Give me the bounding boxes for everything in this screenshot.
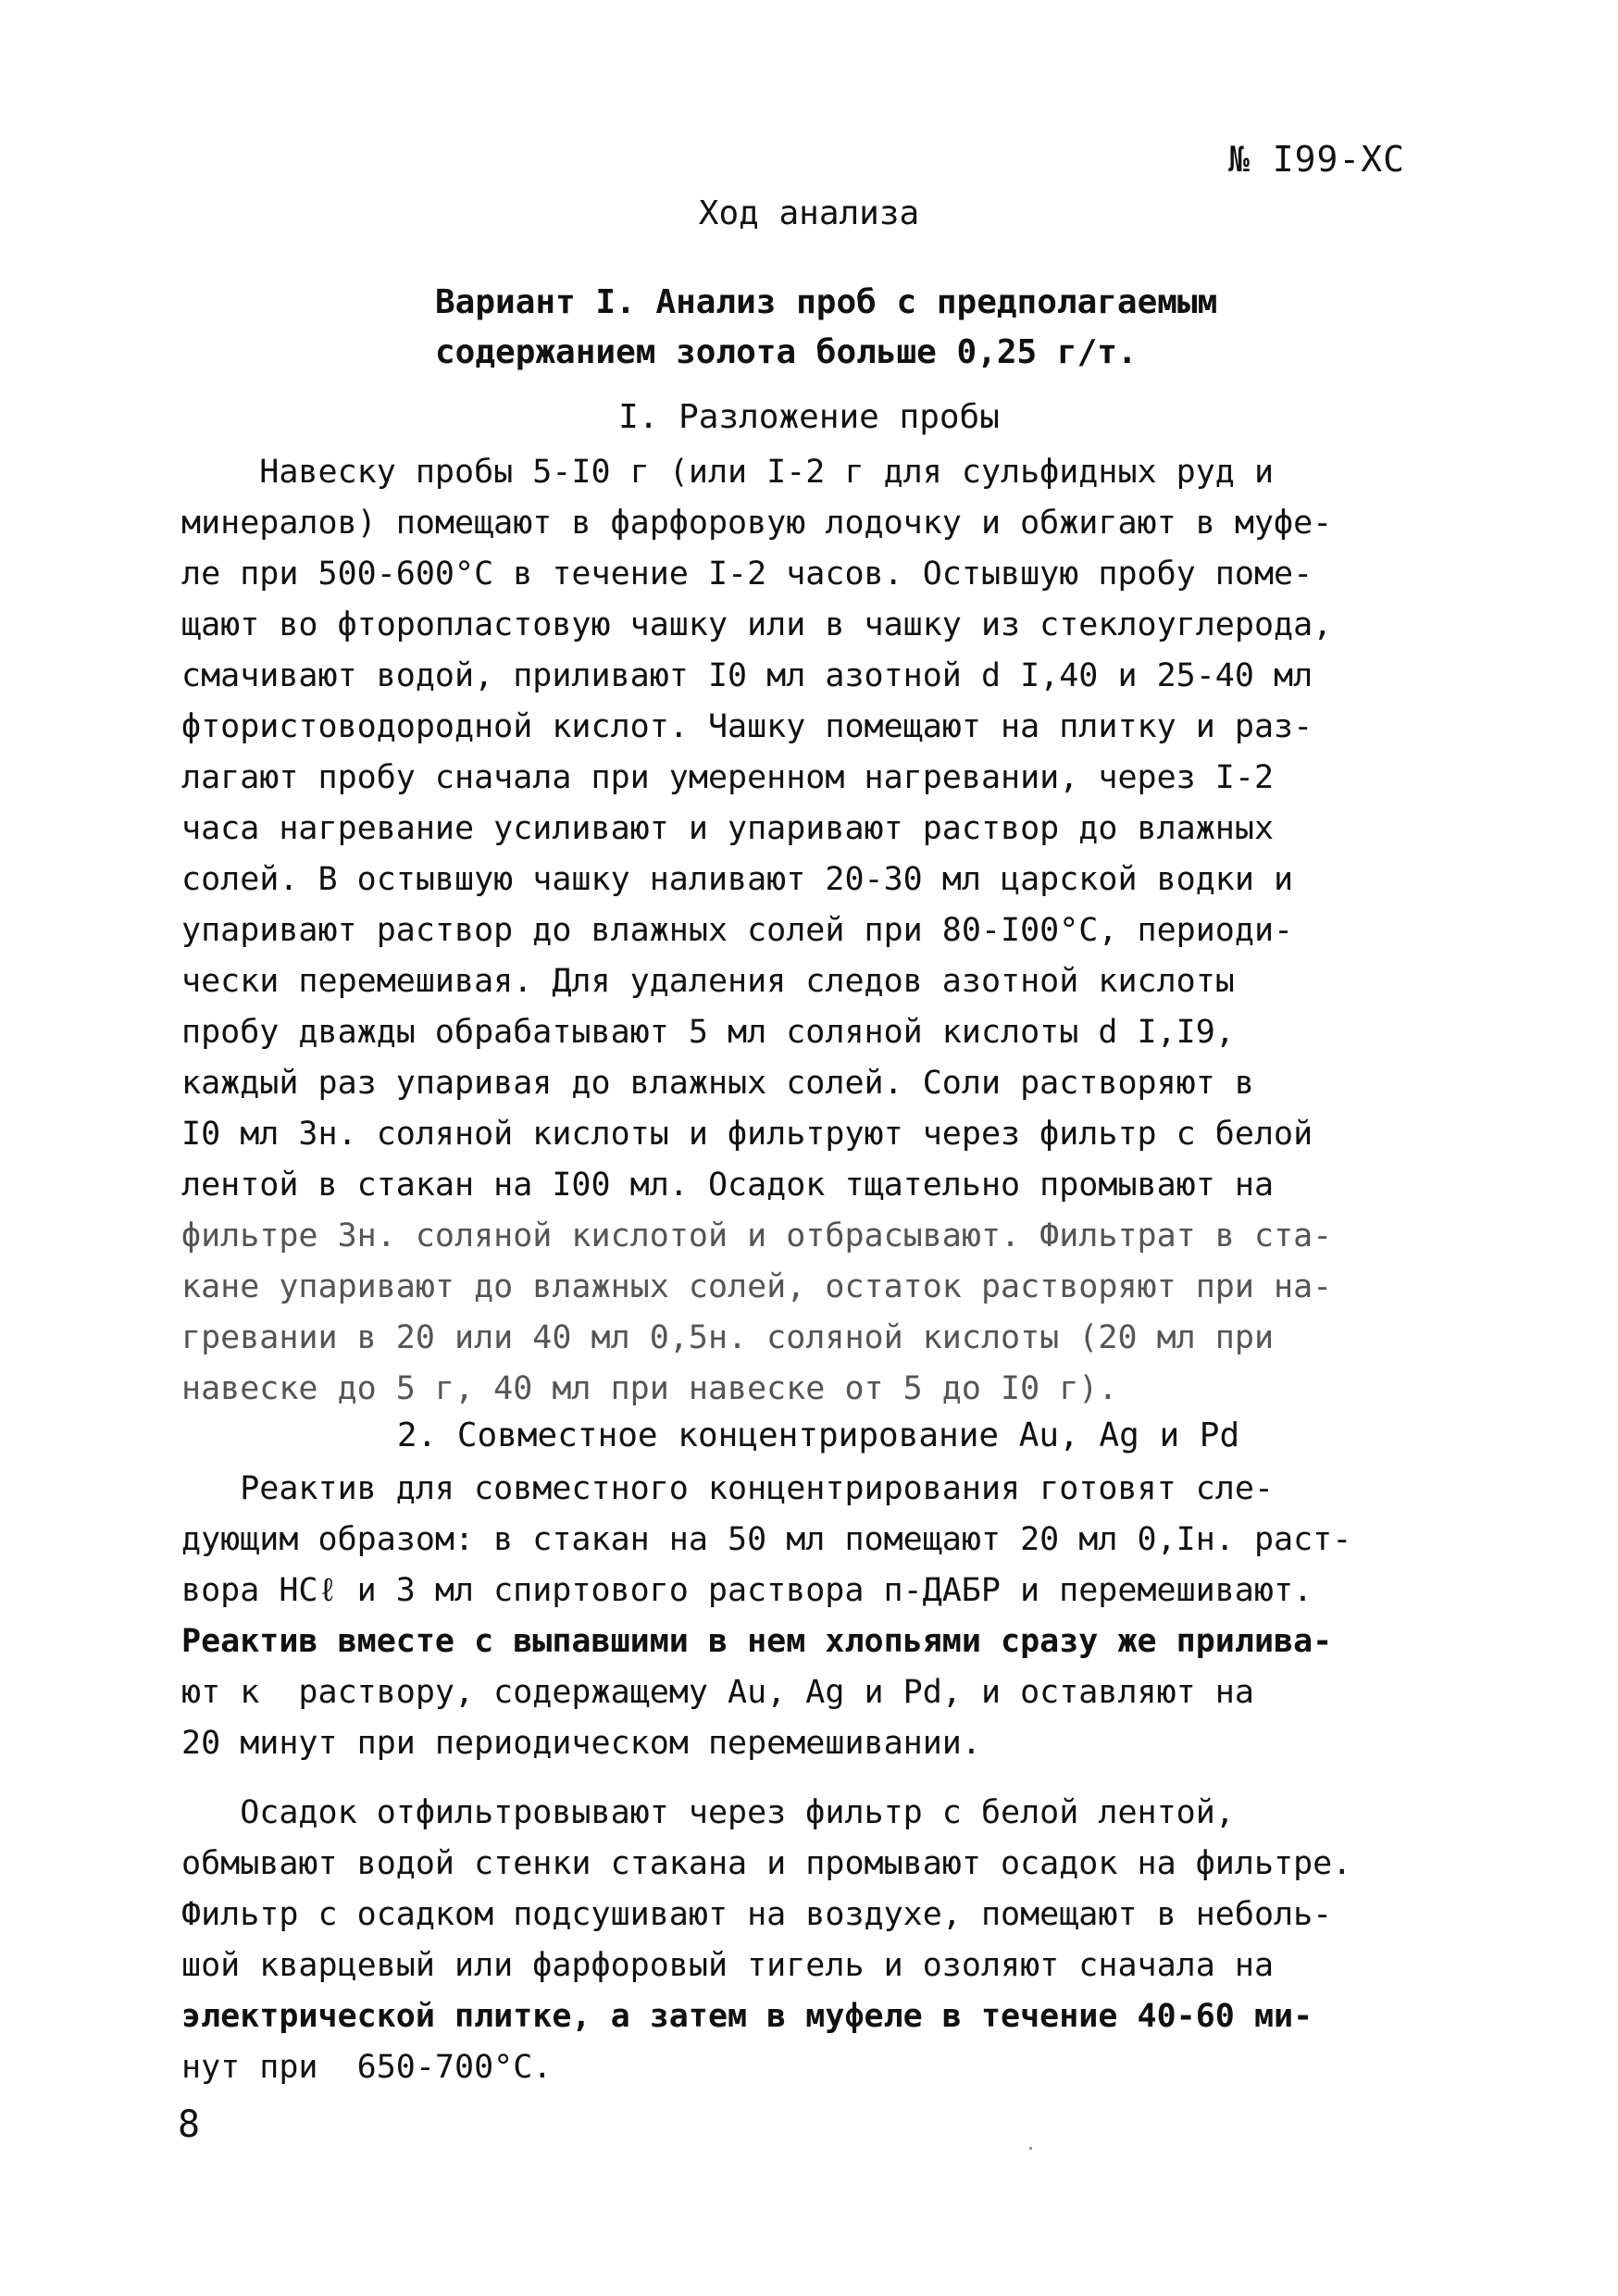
section-title: Ход анализа: [698, 194, 920, 232]
text-line: дующим образом: в стакан на 50 мл помещают 20 мл 0,Iн. раст-: [181, 1521, 1352, 1558]
text-line: Навеску пробы 5-I0 г (или I-2 г для сульфидных руд и: [181, 454, 1275, 491]
text-line: ют к раствору, содержащему Au, Ag и Pd, и оставляют на: [181, 1674, 1254, 1711]
text-line: шой кварцевый или фарфоровый тигель и озоляют сначала на: [181, 1947, 1275, 1984]
text-line: обмывают водой стенки стакана и промывают осадок на фильтре.: [181, 1845, 1352, 1882]
text-line: смачивают водой, приливают I0 мл азотной d I,40 и 25-40 мл: [181, 657, 1313, 694]
text-line: кане упаривают до влажных солей, остаток растворяют при на-: [181, 1268, 1333, 1305]
scan-speck: [1029, 2147, 1032, 2150]
text-line: фтористоводородной кислот. Чашку помещают на плитку и раз-: [181, 708, 1313, 745]
text-line: электрической плитке, а затем в муфеле в течение 40-60 ми-: [181, 1998, 1313, 2035]
text-line: щают во фторопластовую чашку или в чашку из стеклоуглерода,: [181, 606, 1333, 643]
text-line: пробу дважды обрабатывают 5 мл соляной кислоты d I,I9,: [181, 1014, 1235, 1051]
text-line: фильтре 3н. соляной кислотой и отбрасывают. Фильтрат в ста-: [181, 1217, 1333, 1254]
text-line: навеске до 5 г, 40 мл при навеске от 5 до I0 г).: [181, 1370, 1118, 1407]
text-line: Осадок отфильтровывают через фильтр с белой лентой,: [181, 1794, 1235, 1831]
text-line: I0 мл 3н. соляной кислоты и фильтруют через фильтр с белой: [181, 1116, 1313, 1153]
text-line: лагают пробу сначала при умеренном нагревании, через I-2: [181, 759, 1275, 796]
variant-heading-line-2: содержанием золота больше 0,25 г/т.: [435, 333, 1138, 371]
text-line: чески перемешивая. Для удаления следов азотной кислоты: [181, 963, 1235, 1000]
text-line: лентой в стакан на I00 мл. Осадок тщательно промывают на: [181, 1167, 1275, 1204]
document-number: № I99-ХС: [1227, 139, 1405, 180]
text-line: каждый раз упаривая до влажных солей. Соли растворяют в: [181, 1065, 1254, 1102]
text-line: нут при 650-700°С.: [181, 2049, 553, 2086]
subsection-2-title: 2. Совместное концентрирование Au, Ag и Pd: [396, 1416, 1240, 1454]
variant-heading-line-1: Вариант I. Анализ проб с предполагаемым: [435, 283, 1218, 321]
text-line: ле при 500-600°С в течение I-2 часов. Остывшую пробу поме-: [181, 555, 1313, 593]
text-line: упаривают раствор до влажных солей при 80-I00°С, периоди-: [181, 912, 1294, 949]
page-number: 8: [178, 2103, 201, 2146]
text-line: Фильтр с осадком подсушивают на воздухе, помещают в неболь-: [181, 1896, 1333, 1933]
text-line: 20 минут при периодическом перемешивании.: [181, 1725, 981, 1762]
text-line: Реактив для совместного концентрирования готовят сле-: [181, 1470, 1275, 1507]
text-line: гревании в 20 или 40 мл 0,5н. соляной кислоты (20 мл при: [181, 1319, 1275, 1356]
text-line: минералов) помещают в фарфоровую лодочку и обжигают в муфе-: [181, 505, 1333, 542]
text-line: солей. В остывшую чашку наливают 20-30 мл царской водки и: [181, 861, 1294, 898]
text-line: вора HCℓ и 3 мл спиртового раствора п-ДАБР и перемешивают.: [181, 1572, 1313, 1609]
text-line: часа нагревание усиливают и упаривают раствор до влажных: [181, 810, 1275, 847]
subsection-1-title: I. Разложение пробы: [618, 398, 1000, 436]
text-line: Реактив вместе с выпавшими в нем хлопьями сразу же прилива-: [181, 1623, 1333, 1660]
